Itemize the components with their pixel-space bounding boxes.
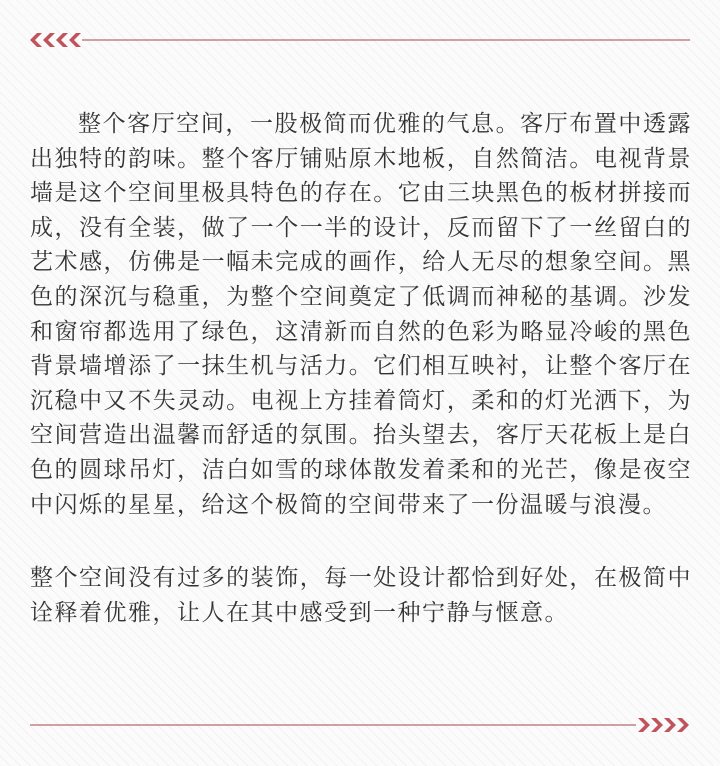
article-paragraph-1: 整个客厅空间，一股极简而优雅的气息。客厅布置中透露出独特的韵味。整个客厅铺贴原木地板，自然简洁。电视背景墙是这个空间里极具特色的存在。它由三块黑色的板材拼接而成，没有全装，做了一个一半的设计，反而留下了一丝留白的艺术感，仿佛是一幅未完成的画作，给人无尽的想象空间。黑色的深沉与稳重，为整个空间奠定了低调而神秘的基调。沙发和窗帘都选用了绿色，这清新而自然的色彩为略显冷峻的黑色背景墙增添了一抹生机与活力。它们相互映衬，让整个客厅在沉稳中又不失灵动。电视上方挂着筒灯，柔和的灯光洒下，为空间营造出温馨而舒适的氛围。抬头望去，客厅天花板上是白色的圆球吊灯，洁白如雪的球体散发着柔和的光芒，像是夜空中闪烁的星星，给这个极简的空间带来了一份温暖与浪漫。 [30, 111, 692, 518]
top-divider [30, 30, 690, 50]
bottom-divider [30, 715, 690, 735]
article-paragraph-2: 整个空间没有过多的装饰，每一处设计都恰到好处，在极简中诠释着优雅，让人在其中感受到一种宁静与惬意。 [30, 565, 692, 626]
left-chevrons-icon [30, 30, 690, 50]
right-chevrons-icon [30, 715, 690, 735]
article-body [30, 107, 692, 630]
